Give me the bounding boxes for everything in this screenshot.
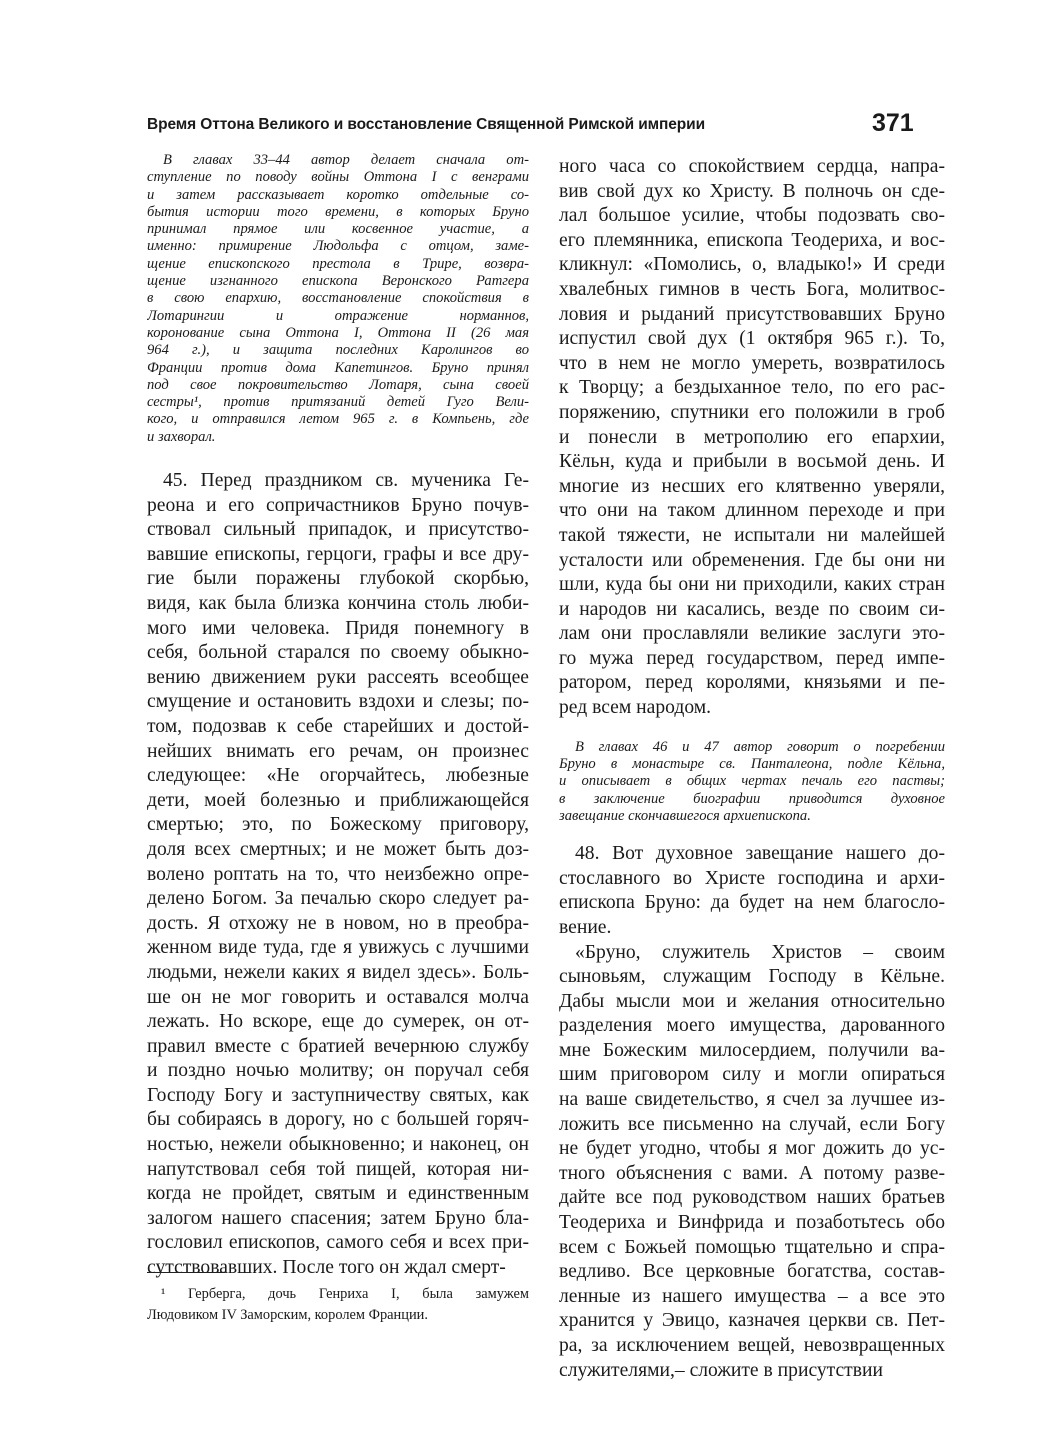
text-line: делено Богом. За печалью скоро следует ра- (147, 888, 529, 910)
text-line: видя, как была близка кончина столь люби- (147, 593, 529, 615)
text-line: В главах 46 и 47 автор говорит о погребении (575, 738, 945, 755)
text-line: и поздно ночью молитву; он поручал себя (147, 1060, 529, 1082)
text-line: гословил епископов, самого себя и всех при- (147, 1232, 529, 1254)
text-line: Людовиком IV Заморским, королем Франции. (147, 1307, 428, 1323)
text-line: ¹ Герберга, дочь Генриха I, была замужем (161, 1286, 529, 1302)
text-line: к Творцу; а бездыханное тело, по его рас- (559, 377, 945, 399)
text-line: принимал прямое или косвенное участие, а (147, 221, 529, 238)
text-line: вение. (559, 916, 612, 938)
text-line: волено роптать на то, что неизбежно опре- (147, 863, 529, 885)
text-line: ностью, нежели обыкновенно; и наконец, он (147, 1134, 529, 1156)
text-line: в свою епархию, восстановление спокойствия в (147, 290, 529, 307)
text-line: дость. Я отхожу не в новом, но в преобра- (147, 912, 529, 934)
text-line: ра, за исключением вещей, невозвращенных (559, 1335, 945, 1357)
text-line: усталости или обременения. Где бы они ни (559, 549, 945, 571)
text-line: ленные из нашего имущества – а все это (559, 1285, 945, 1307)
text-line: гие были поражены глубокой скорбью, (147, 568, 529, 590)
chapter-45-text (147, 469, 529, 1281)
text-line: ного часа со спокойствием сердца, напра- (559, 156, 945, 177)
text-line: щение епископского престола в Трире, возвра- (147, 255, 529, 272)
left-column (147, 152, 529, 1281)
running-header-title: Время Оттона Великого и восстановление Священной Римской империи (147, 116, 706, 133)
text-line: его племянника, епископа Теодериха, и вос- (559, 229, 945, 251)
text-line: мого ими человека. Придя понемногу в (147, 617, 529, 639)
text-line: лежать. Но вскоре, еще до сумерек, он от- (147, 1011, 529, 1033)
chapter-summary-46-47 (559, 739, 945, 825)
text-line: 964 г.), и защита последних Каролингов во (147, 342, 529, 359)
text-line: себя, больной старался по своему обыкно- (147, 642, 529, 664)
text-line: женном виде туда, где я увижусь с лучшими (147, 937, 529, 959)
text-line: Лотарингии и отражение норманнов, (147, 307, 529, 324)
text-line: следующее: «Не огорчайтесь, любезные (147, 765, 529, 787)
text-line: ствовал сильный припадок, и присутство- (147, 519, 529, 541)
text-line: ступление по поводу войны Оттона I с венграми (147, 169, 529, 186)
text-line: сутствовавших. После того он ждал смерт- (147, 1257, 506, 1279)
text-line: смущение и остановить вздохи и слезы; по- (147, 691, 529, 713)
text-line: именно: примирение Людольфа с отцом, заме- (147, 238, 529, 255)
text-line: том, подозвав к себе старейших и достой- (147, 715, 529, 737)
text-line: людьми, нежели каких я видел здесь». Боль- (147, 961, 529, 983)
text-line: смертью; это, по Божескому приговору, (147, 814, 529, 836)
text-line: мне Божеским милосердием, получили ва- (559, 1039, 945, 1061)
chapter-48-testament (559, 842, 945, 1383)
text-line: ведливо. Все церковные богатства, состав- (559, 1261, 945, 1283)
text-line: и понесли в метрополию его епархии, (559, 426, 945, 448)
text-line: стославного во Христе господина и архи- (559, 867, 945, 889)
text-line: лал большое усилие, чтобы подозвать сво- (559, 205, 945, 227)
text-line: что в нем не могло умереть, возвратилось (559, 352, 945, 374)
text-line: 48. Вот духовное завещание нашего до- (575, 843, 945, 865)
text-line: епископа Бруно: да будет на нем благосло- (559, 892, 945, 914)
footnote (147, 1284, 529, 1326)
text-line: под свое покровительство Лотаря, сына своей (147, 376, 529, 393)
text-line: разделения моего имущества, дарованного (559, 1015, 945, 1037)
text-line: что они на таком длинном переходе и при (559, 500, 945, 522)
text-line: не будет угодно, чтобы я мог дожить до ус- (559, 1138, 945, 1160)
text-line: ше он не мог говорить и оставался молча (147, 986, 529, 1008)
text-line: Дабы мысли мои и желания относительно (559, 990, 945, 1012)
text-line: ред всем народом. (559, 697, 712, 719)
text-line: го мужа перед государством, перед импе- (559, 647, 945, 669)
text-line: ложить все письменно на случай, если Богу (559, 1113, 945, 1135)
text-line: Франции против дома Капетингов. Бруно принял (147, 359, 529, 376)
text-line: щение изгнанного епископа Веронского Ратгера (147, 273, 529, 290)
text-line: хранится у Эвицо, казначея церкви св. Пет- (559, 1310, 945, 1332)
text-line: дайте все под руководством наших братьев (559, 1187, 945, 1209)
text-line: правил вместе с братией вечернюю службу (147, 1035, 529, 1057)
text-line: В главах 33–44 автор делает сначала от- (163, 152, 529, 168)
text-line: коронование сына Оттона I, Оттона II (26 мая (147, 324, 529, 341)
page-number: 371 (872, 109, 914, 137)
text-line: лам они прославляли великие заслуги это- (559, 623, 945, 645)
text-line: бы собираясь в дорогу, но с большей горяч- (147, 1109, 529, 1131)
text-line: кого, и отправился летом 965 г. в Компьень, где (147, 411, 529, 428)
text-line: ловия и рыданий присутствовавших Бруно (559, 303, 945, 325)
text-line: в заключение биографии приводится духовное (559, 790, 945, 807)
text-line: доля всех смертных; и не может быть доз- (147, 838, 529, 860)
chapter-45-continuation (559, 155, 945, 721)
text-line: вавшие епископы, герцоги, графы и все дру- (147, 543, 529, 565)
text-line: кликнул: «Помолись, о, владыко!» И среди (559, 254, 945, 276)
text-line: служителями,– сложите в присутствии (559, 1359, 883, 1381)
text-line: многие из несших его клятвенно уверяли, (559, 475, 945, 497)
chapter-summary-33-44 (147, 152, 529, 446)
text-line: и затем рассказывает коротко отдельные со- (147, 186, 529, 203)
text-line: вению движением руки рассеять всеобщее (147, 666, 529, 688)
text-line: и захворал. (147, 428, 216, 445)
text-line: хвалебных гимнов в честь Бога, молитвос- (559, 278, 945, 300)
text-line: когда не пройдет, святым и единственным (147, 1183, 529, 1205)
text-line: и народов ни касались, везде по своим си- (559, 598, 945, 620)
footnote-rule (147, 1272, 225, 1273)
text-line: реона и его сопричастников Бруно почув- (147, 494, 529, 516)
text-line: поряжению, спутники его положили в гроб (559, 401, 945, 423)
text-line: на ваше свидетельство, я счел за лучшее из- (559, 1089, 945, 1111)
text-line: Господу Богу и заступничеству святых, как (147, 1084, 529, 1106)
text-line: такой тяжести, не испытали ни малейшей (559, 524, 945, 546)
text-line: сестры¹, против притязаний детей Гуго Вели- (147, 394, 529, 411)
text-line: бытия истории того времени, в которых Бруно (147, 203, 529, 220)
text-line: тного объяснения с вами. А потому разве- (559, 1162, 945, 1184)
text-line: 45. Перед праздником св. мученика Ге- (163, 470, 529, 492)
right-column (559, 155, 945, 1383)
text-line: сыновьям, служащим Господу в Кёльне. (559, 966, 945, 988)
text-line: шли, куда бы они ни приходили, каких стран (559, 574, 945, 596)
text-line: нейших внимать его речам, он произнес (147, 740, 529, 762)
text-line: залогом нашего спасения; затем Бруно бла- (147, 1207, 529, 1229)
text-line: вив свой дух ко Христу. В полночь он сде- (559, 180, 945, 202)
text-line: шим приговором силу и могли опираться (559, 1064, 945, 1086)
text-line: дети, моей болезнью и приближающейся (147, 789, 529, 811)
text-line: «Бруно, служитель Христов – своим (575, 941, 945, 963)
text-line: испустил свой дух (1 октября 965 г.). То, (559, 328, 945, 350)
text-line: ратором, перед королями, князьями и пе- (559, 672, 945, 694)
text-line: Теодериха и Винфрида и позаботьтесь обо (559, 1212, 945, 1234)
text-line: завещание скончавшегося архиепископа. (559, 807, 811, 824)
text-line: напутствовал себя той пищей, которая ни- (147, 1158, 529, 1180)
text-line: Кёльн, куда и прибыли в восьмой день. И (559, 451, 945, 473)
text-line: Бруно в монастыре св. Панталеона, подле Кёльна, (559, 755, 945, 772)
text-line: всем с Божьей помощью тщательно и спра- (559, 1236, 945, 1258)
text-line: и описывает в общих чертах печаль его паствы; (559, 773, 945, 790)
